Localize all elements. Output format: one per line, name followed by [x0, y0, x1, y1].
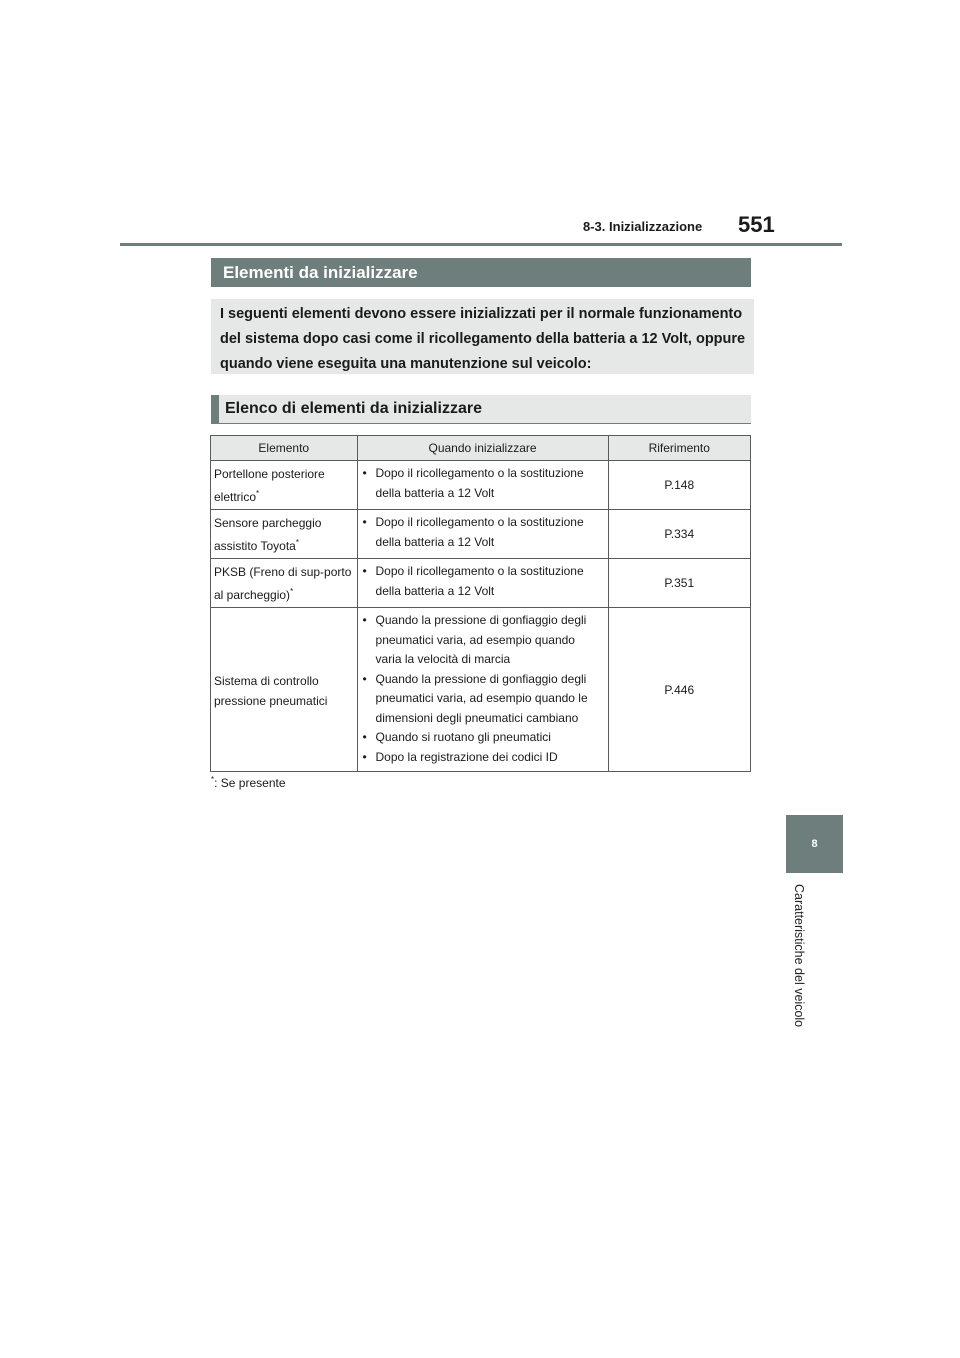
- list-item: • Dopo il ricollegamento o la sostituzione della batteria a 12 Volt: [363, 513, 604, 552]
- initialization-table: [210, 435, 751, 772]
- element-cell: [211, 461, 358, 510]
- table-row: [211, 608, 751, 772]
- element-name: Sistema di controllo pressione pneumatici: [214, 674, 328, 708]
- element-name: Portellone posteriore elettrico: [214, 467, 325, 504]
- footnote-mark: *: [290, 587, 294, 596]
- page-number: 551: [738, 212, 775, 237]
- header-divider: [120, 243, 842, 246]
- footnote: [211, 775, 286, 790]
- list-item: • Quando si ruotano gli pneumatici: [363, 728, 604, 748]
- element-cell: [211, 608, 358, 772]
- footnote-mark: *: [211, 775, 215, 784]
- intro-text: I seguenti elementi devono essere inizializzati per il normale funzionamento del sistema dopo casi come il ricollegamento della batteria a 12 Volt, oppure quando viene eseguita una manutenzione sul veicolo:: [211, 299, 754, 374]
- list-item: • Dopo il ricollegamento o la sostituzione della batteria a 12 Volt: [363, 562, 604, 601]
- when-cell: [357, 461, 608, 510]
- element-cell: [211, 559, 358, 608]
- header-section-title: 8-3. Inizializzazione: [583, 219, 703, 234]
- table-header-row: [211, 436, 751, 461]
- footnote-text: : Se presente: [214, 776, 286, 790]
- table-row: [211, 559, 751, 608]
- list-heading-divider: [211, 423, 751, 424]
- column-header-when: Quando inizializzare: [357, 436, 608, 461]
- reference-cell: P.148: [608, 461, 750, 510]
- chapter-tab: [786, 815, 843, 873]
- reference-cell: P.351: [608, 559, 750, 608]
- when-cell: [357, 510, 608, 559]
- column-header-reference: Riferimento: [608, 436, 750, 461]
- list-heading: Elenco di elementi da inizializzare: [211, 395, 751, 423]
- list-item: • Dopo il ricollegamento o la sostituzione della batteria a 12 Volt: [363, 464, 604, 503]
- reference-cell: P.446: [608, 608, 750, 772]
- list-item: • Dopo la registrazione dei codici ID: [363, 748, 604, 768]
- element-name: PKSB (Freno di sup-porto al parcheggio): [214, 565, 352, 602]
- footnote-mark: *: [295, 538, 299, 547]
- table-row: [211, 461, 751, 510]
- column-header-element: Elemento: [211, 436, 358, 461]
- list-item: • Quando la pressione di gonfiaggio degli pneumatici varia, ad esempio quando le dimensioni degli pneumatici cambiano: [363, 670, 604, 729]
- chapter-title: Caratteristiche del veicolo: [792, 884, 806, 1028]
- chapter-number: 8: [811, 838, 818, 850]
- footnote-mark: *: [256, 489, 260, 498]
- when-cell: [357, 608, 608, 772]
- element-name: Sensore parcheggio assistito Toyota: [214, 516, 322, 553]
- element-cell: [211, 510, 358, 559]
- reference-cell: P.334: [608, 510, 750, 559]
- when-cell: [357, 559, 608, 608]
- list-item: • Quando la pressione di gonfiaggio degli pneumatici varia, ad esempio quando varia la velocità di marcia: [363, 611, 604, 670]
- table-row: [211, 510, 751, 559]
- section-heading: Elementi da inizializzare: [211, 258, 751, 287]
